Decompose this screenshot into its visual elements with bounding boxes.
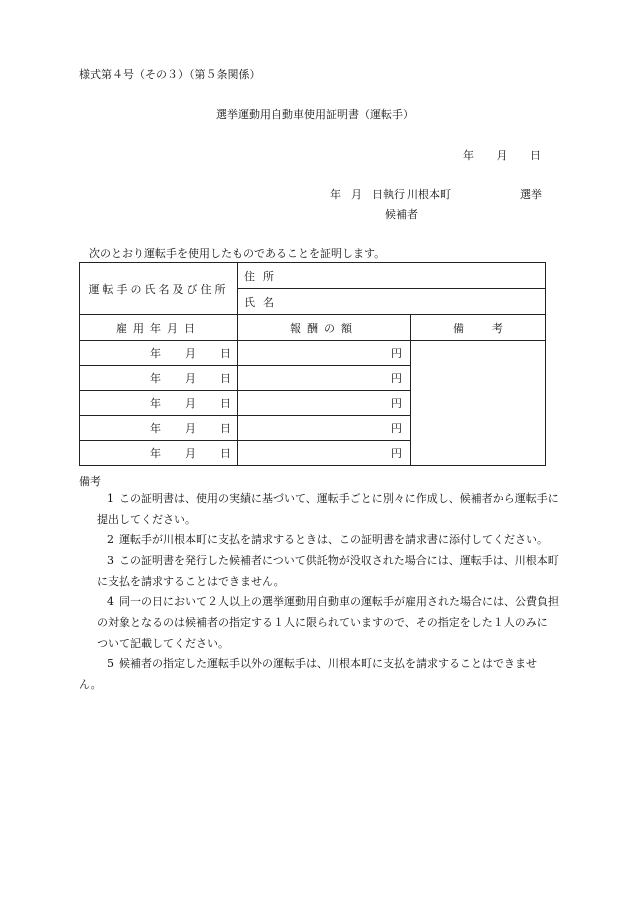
row-year: 年 [150,397,161,410]
note-text-cont: の対象となるのは候補者の指定する１人に限られていますので、その指定をした１人のみに [97,616,548,629]
remarks-title: 備考 [79,475,101,488]
note-text-cont: 提出してください。 [97,513,196,526]
certification-text: 次のとおり運転手を使用したものであることを証明します。 [89,247,386,260]
name-field[interactable]: 氏名 [238,289,546,315]
header-fee: 報酬の額 [238,315,411,341]
driver-table [79,262,546,466]
row-month: 月 [185,397,196,410]
row-day: 日 [220,447,231,460]
date-cell[interactable] [80,366,238,391]
row-month: 月 [185,347,196,360]
issue-day: 日 [530,149,541,162]
fee-cell[interactable]: 円 [238,441,411,466]
election-day: 日執行 [372,188,405,201]
date-cell[interactable] [80,341,238,366]
row-month: 月 [185,372,196,385]
row-day: 日 [220,372,231,385]
date-cell[interactable] [80,441,238,466]
election-word: 選挙 [520,188,542,201]
fee-cell[interactable]: 円 [238,416,411,441]
row-month: 月 [185,447,196,460]
election-line [330,186,542,202]
row-year: 年 [150,372,161,385]
note-text: 同一の日において２人以上の選挙運動用自動車の運転手が雇用された場合には、公費負担 [119,595,559,608]
remark-note-4 [79,591,559,654]
note-number: 1 [107,492,114,505]
note-text-cont: ついて記載してください。 [97,637,229,650]
note-text: この証明書を発行した候補者について供託物が没収された場合には、運転手は、川根本町 [119,554,559,567]
header-remarks-1: 備 [453,321,464,335]
issue-year: 年 [463,149,474,162]
note-number: 2 [107,533,114,546]
remark-note-2 [79,529,559,550]
election-date [330,188,405,201]
date-cell[interactable] [80,391,238,416]
document-title: 選挙運動用自動車使用証明書（運転手） [216,108,414,121]
note-text: 候補者の指定した運転手以外の運転手は、川根本町に支払を請求することはできません。 [79,657,537,691]
address-field[interactable]: 住所 [238,263,546,289]
remark-note-3 [79,550,559,592]
table-row [80,341,546,366]
election-month: 月 [351,188,362,201]
header-remarks [411,315,546,341]
note-text-cont: に支払を請求することはできません。 [97,575,285,588]
remark-note-1 [79,488,559,530]
fee-cell[interactable]: 円 [238,341,411,366]
row-year: 年 [150,447,161,460]
form-number: 様式第４号（その３）（第５条関係） [79,68,261,81]
row-year: 年 [150,347,161,360]
candidate-label: 候補者 [385,208,418,221]
note-number: 5 [107,657,114,670]
issue-date [463,147,541,163]
driver-name-address-label: 運転手の氏名及び住所 [80,263,238,315]
fee-cell[interactable]: 円 [238,391,411,416]
header-remarks-2: 考 [492,321,503,335]
fee-cell[interactable]: 円 [238,366,411,391]
note-number: 3 [107,554,114,567]
row-year: 年 [150,422,161,435]
remark-note-5 [79,653,559,695]
remarks-cell[interactable] [411,341,546,466]
note-text: 運転手が川根本町に支払を請求するときは、この証明書を請求書に添付してください。 [119,533,548,546]
note-number: 4 [107,595,114,608]
row-day: 日 [220,397,231,410]
row-day: 日 [220,347,231,360]
note-text: この証明書は、使用の実績に基づいて、運転手ごとに別々に作成し、候補者から運転手に [119,492,559,505]
issue-month: 月 [496,149,508,162]
town-name: 川根本町 [407,188,451,201]
header-employment-date: 雇用年月日 [80,315,238,341]
row-day: 日 [220,422,231,435]
date-cell[interactable] [80,416,238,441]
row-month: 月 [185,422,196,435]
election-year: 年 [330,188,341,201]
